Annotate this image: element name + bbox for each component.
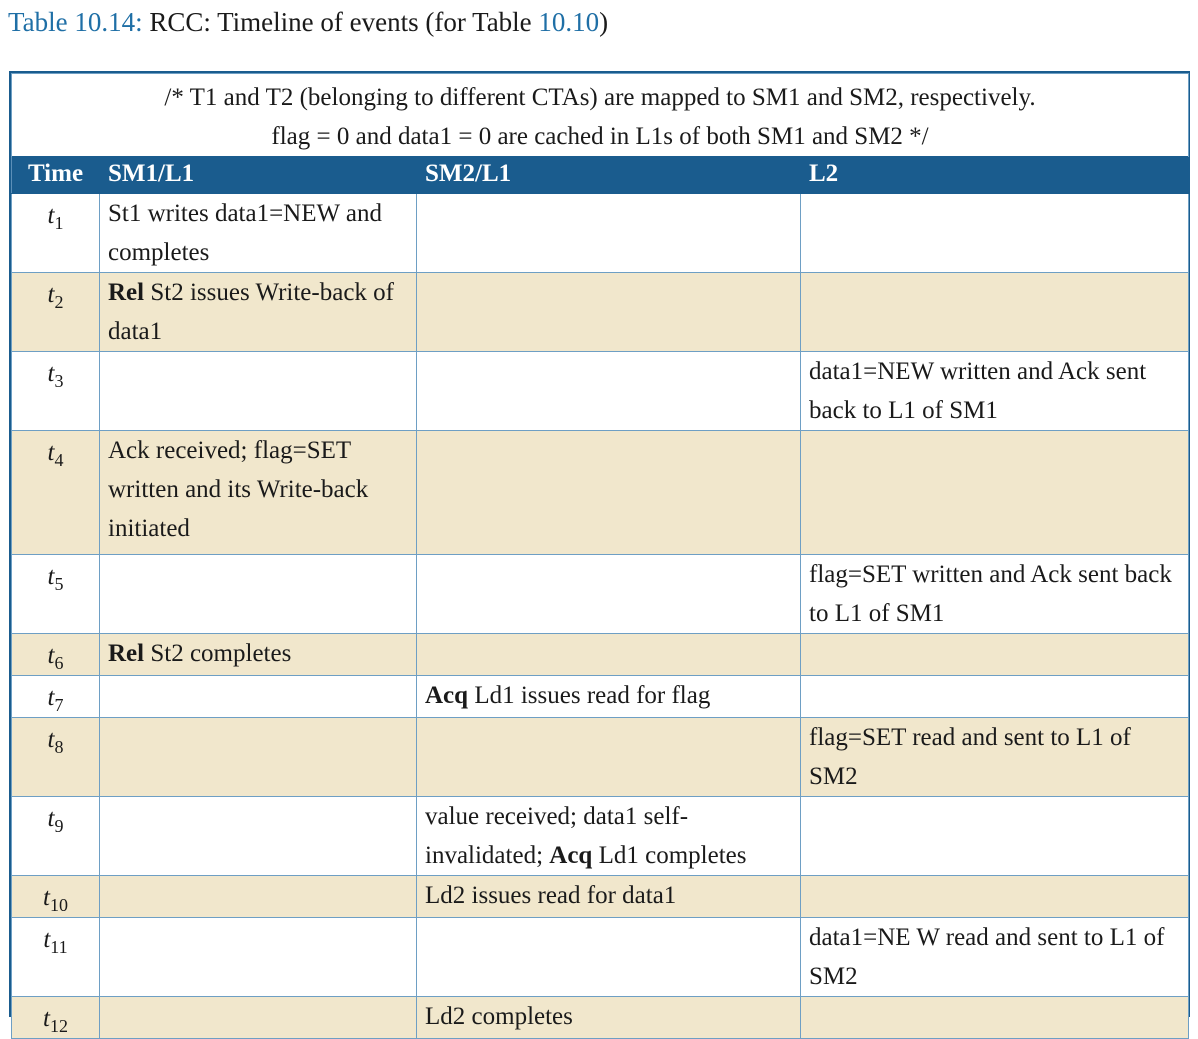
cell-l2 bbox=[801, 876, 1189, 918]
table-row bbox=[12, 555, 1189, 634]
cell-sm2 bbox=[417, 876, 801, 918]
time-label: t bbox=[47, 684, 55, 711]
caption-number: Table 10.14: bbox=[8, 7, 143, 37]
time-cell bbox=[12, 352, 100, 431]
time-label: t bbox=[43, 926, 51, 953]
cell-sm1 bbox=[100, 876, 417, 918]
table-row bbox=[12, 634, 1189, 676]
caption-text: RCC: Timeline of events (for Table bbox=[142, 7, 539, 37]
cell-text: data1=NE W read and sent to L1 of SM2 bbox=[809, 924, 1165, 990]
cell-sm2 bbox=[417, 555, 801, 634]
timeline-table-frame bbox=[9, 71, 1190, 1036]
cell-l2 bbox=[801, 997, 1189, 1039]
cell-sm1 bbox=[100, 676, 417, 718]
cell-sm2 bbox=[417, 273, 801, 352]
caption-suffix: ) bbox=[599, 7, 609, 37]
cell-sm2 bbox=[417, 797, 801, 876]
table-row bbox=[12, 676, 1189, 718]
time-cell bbox=[12, 555, 100, 634]
cell-text: Ack received; flag=SET written and its Write-back initiated bbox=[108, 437, 369, 542]
cell-text: St2 completes bbox=[144, 640, 292, 667]
cell-sm1 bbox=[100, 718, 417, 797]
table-note bbox=[12, 74, 1189, 157]
cell-l2 bbox=[801, 634, 1189, 676]
table-row bbox=[12, 431, 1189, 555]
cell-sm1 bbox=[100, 634, 417, 676]
cell-l2 bbox=[801, 352, 1189, 431]
cell-sm1 bbox=[100, 797, 417, 876]
cell-sm1 bbox=[100, 431, 417, 555]
time-subscript: 9 bbox=[54, 816, 64, 836]
time-label: t bbox=[47, 202, 55, 229]
cell-text: Ld2 completes bbox=[425, 1003, 573, 1030]
cell-sm2 bbox=[417, 634, 801, 676]
cell-sm2 bbox=[417, 676, 801, 718]
table-row bbox=[12, 876, 1189, 918]
cell-text: flag=SET read and sent to L1 of SM2 bbox=[809, 724, 1131, 790]
cell-text: Ld1 completes bbox=[592, 842, 747, 869]
cell-l2 bbox=[801, 555, 1189, 634]
time-cell bbox=[12, 997, 100, 1039]
time-subscript: 4 bbox=[54, 450, 64, 470]
table-row bbox=[12, 997, 1189, 1039]
keyword: Rel bbox=[108, 640, 145, 667]
time-subscript: 3 bbox=[54, 371, 64, 391]
time-cell bbox=[12, 718, 100, 797]
cell-sm1 bbox=[100, 194, 417, 273]
cell-sm1 bbox=[100, 997, 417, 1039]
time-label: t bbox=[47, 726, 55, 753]
table-note-row bbox=[12, 74, 1189, 157]
cell-l2 bbox=[801, 797, 1189, 876]
cell-l2 bbox=[801, 718, 1189, 797]
keyword: Acq bbox=[425, 682, 469, 709]
time-label: t bbox=[47, 439, 55, 466]
table-caption bbox=[8, 4, 608, 40]
cell-sm2 bbox=[417, 194, 801, 273]
table-row bbox=[12, 352, 1189, 431]
time-cell bbox=[12, 918, 100, 997]
time-subscript: 5 bbox=[54, 574, 64, 594]
cell-sm1 bbox=[100, 273, 417, 352]
cell-text: Ld2 issues read for data1 bbox=[425, 882, 677, 909]
time-label: t bbox=[43, 1005, 50, 1032]
time-label: t bbox=[47, 642, 55, 669]
table-row bbox=[12, 718, 1189, 797]
time-cell bbox=[12, 797, 100, 876]
time-cell bbox=[12, 634, 100, 676]
time-label: t bbox=[47, 805, 55, 832]
cell-l2 bbox=[801, 676, 1189, 718]
time-cell bbox=[12, 676, 100, 718]
time-subscript: 6 bbox=[54, 653, 64, 673]
time-subscript: 12 bbox=[49, 1016, 68, 1036]
table-row bbox=[12, 797, 1189, 876]
time-cell bbox=[12, 194, 100, 273]
cell-sm2 bbox=[417, 997, 801, 1039]
cell-sm2 bbox=[417, 918, 801, 997]
time-subscript: 11 bbox=[50, 937, 68, 957]
table-note-line-1: /* T1 and T2 (belonging to different CTAs) are mapped to SM1 and SM2, respectively. bbox=[164, 84, 1036, 111]
time-cell bbox=[12, 876, 100, 918]
time-label: t bbox=[47, 281, 55, 308]
table-note-line-2: flag = 0 and data1 = 0 are cached in L1s of both SM1 and SM2 */ bbox=[271, 123, 929, 150]
keyword: Rel bbox=[108, 279, 145, 306]
header-time: Time bbox=[12, 157, 100, 194]
cell-text: St2 issues Write-back of data1 bbox=[108, 279, 394, 345]
cell-sm1 bbox=[100, 555, 417, 634]
header-l2: L2 bbox=[801, 157, 1189, 194]
time-cell bbox=[12, 273, 100, 352]
cell-l2 bbox=[801, 194, 1189, 273]
cell-sm2 bbox=[417, 718, 801, 797]
cell-text: data1=NEW written and Ack sent back to L1 of SM1 bbox=[809, 358, 1147, 424]
time-subscript: 1 bbox=[54, 213, 64, 233]
header-sm2-l1: SM2/L1 bbox=[417, 157, 801, 194]
keyword: Acq bbox=[549, 842, 593, 869]
cell-sm1 bbox=[100, 352, 417, 431]
cell-sm1 bbox=[100, 918, 417, 997]
table-header-row bbox=[12, 157, 1189, 194]
cell-text: Ld1 issues read for flag bbox=[468, 682, 711, 709]
cell-l2 bbox=[801, 431, 1189, 555]
table-row bbox=[12, 273, 1189, 352]
cell-l2 bbox=[801, 918, 1189, 997]
cell-sm2 bbox=[417, 352, 801, 431]
time-label: t bbox=[43, 884, 50, 911]
cell-sm2 bbox=[417, 431, 801, 555]
table-row bbox=[12, 194, 1189, 273]
timeline-table bbox=[11, 73, 1189, 1039]
caption-table-reference-link[interactable]: 10.10 bbox=[538, 7, 600, 37]
time-subscript: 7 bbox=[54, 695, 64, 715]
cell-text: value received; data1 self-invalidated; bbox=[425, 803, 689, 869]
cell-l2 bbox=[801, 273, 1189, 352]
table-row bbox=[12, 918, 1189, 997]
cell-text: flag=SET written and Ack sent back to L1 of SM1 bbox=[809, 561, 1172, 627]
time-subscript: 8 bbox=[54, 737, 64, 757]
time-label: t bbox=[47, 563, 55, 590]
time-subscript: 2 bbox=[54, 292, 64, 312]
table-body bbox=[12, 194, 1189, 1039]
time-label: t bbox=[47, 360, 55, 387]
cell-text: St1 writes data1=NEW and completes bbox=[108, 200, 382, 266]
header-sm1-l1: SM1/L1 bbox=[100, 157, 417, 194]
time-subscript: 10 bbox=[49, 895, 68, 915]
time-cell bbox=[12, 431, 100, 555]
